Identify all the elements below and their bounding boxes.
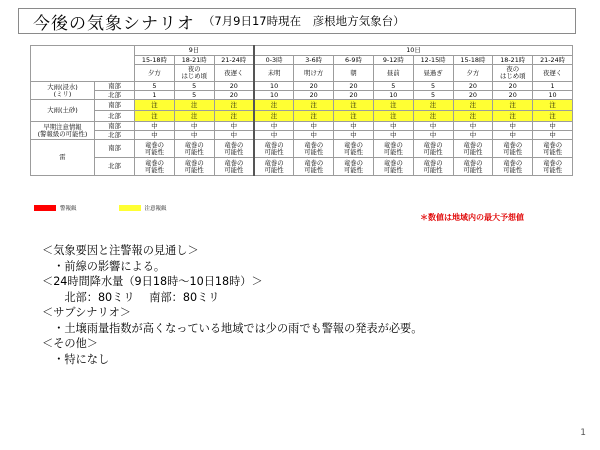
landslide-level-cell: 注 [453,111,493,122]
table-row [31,140,573,158]
early-warning-cell: 中 [174,131,214,140]
time-range-header: 21-24時 [533,56,573,65]
time-label-header: 昼過ぎ [413,65,453,82]
rain-value-cell: 10 [254,82,294,91]
table-row [31,111,573,122]
early-warning-cell: 中 [334,122,374,131]
time-label-header: 夕方 [135,65,175,82]
early-warning-cell: 中 [294,131,334,140]
early-warning-cell: 中 [373,131,413,140]
area-south-label: 南部 [95,140,135,158]
rain-value-cell: 1 [135,91,175,100]
table-row [31,131,573,140]
tornado-possibility-cell: 竜巻の 可能性 [453,140,493,158]
rain-value-cell: 20 [493,82,533,91]
table-row [31,100,573,111]
landslide-level-cell: 注 [174,111,214,122]
scenario-text [42,243,422,367]
early-warning-cell: 中 [453,131,493,140]
time-label-header: 未明 [254,65,294,82]
time-label-header: 夜遅く [533,65,573,82]
early-warning-cell: 中 [214,131,254,140]
landslide-level-cell: 注 [294,111,334,122]
rain-value-cell: 1 [533,82,573,91]
rain-value-cell: 10 [254,91,294,100]
table-row [31,122,573,131]
area-south-label: 南部 [95,122,135,131]
landslide-level-cell: 注 [493,100,533,111]
tornado-possibility-cell: 竜巻の 可能性 [214,140,254,158]
landslide-level-cell: 注 [493,111,533,122]
forecast-table [30,45,573,176]
tornado-possibility-cell: 竜巻の 可能性 [135,158,175,176]
body-line: ＜気象要因と注警報の見通し＞ [42,244,199,257]
early-warning-cell: 中 [413,122,453,131]
early-warning-cell: 中 [493,131,533,140]
tornado-possibility-cell: 竜巻の 可能性 [413,140,453,158]
time-label-header: 夜の はじめ頃 [174,65,214,82]
page-subtitle: （7月9日17時現在 彦根地方気象台） [202,14,405,28]
body-line: ＜サブシナリオ＞ [42,306,131,319]
landslide-level-cell: 注 [214,111,254,122]
time-label-header: 朝 [334,65,374,82]
landslide-level-cell: 注 [294,100,334,111]
time-label-header: 夕方 [453,65,493,82]
rain-value-cell: 5 [373,82,413,91]
legend-warning-label: 警報級 [60,206,77,212]
body-line: ・特になし [42,352,110,366]
rain-value-cell: 20 [294,82,334,91]
area-north-label: 北部 [95,111,135,122]
legend-advisory-swatch [119,205,141,211]
rain-value-cell: 20 [453,82,493,91]
landslide-level-cell: 注 [373,111,413,122]
thunder-label: 雷 [31,140,95,176]
body-line: ＜その他＞ [42,337,98,350]
landslide-level-cell: 注 [453,100,493,111]
tornado-possibility-cell: 竜巻の 可能性 [533,140,573,158]
landslide-level-cell: 注 [373,100,413,111]
landslide-level-cell: 注 [135,111,175,122]
rain-value-cell: 5 [413,82,453,91]
tornado-possibility-cell: 竜巻の 可能性 [493,158,533,176]
tornado-possibility-cell: 竜巻の 可能性 [254,140,294,158]
early-warning-cell: 中 [373,122,413,131]
landslide-level-cell: 注 [413,111,453,122]
tornado-possibility-cell: 竜巻の 可能性 [413,158,453,176]
day-header: 9日 [135,46,254,56]
tornado-possibility-cell: 竜巻の 可能性 [174,158,214,176]
time-range-header: 15-18時 [453,56,493,65]
early-warning-cell: 中 [254,122,294,131]
area-north-label: 北部 [95,91,135,100]
tornado-possibility-cell: 竜巻の 可能性 [254,158,294,176]
time-range-header: 15-18時 [135,56,175,65]
table-row [31,158,573,176]
landslide-level-cell: 注 [254,100,294,111]
time-range-header: 12-15時 [413,56,453,65]
day-header: 10日 [254,46,573,56]
rain-value-cell: 20 [214,91,254,100]
landslide-level-cell: 注 [214,100,254,111]
landslide-level-cell: 注 [334,100,374,111]
rain-value-cell: 5 [413,91,453,100]
landslide-level-cell: 注 [413,100,453,111]
landslide-level-cell: 注 [254,111,294,122]
forecast-table-wrap [30,45,573,176]
page-title: 今後の気象シナリオ [33,13,195,34]
early-warning-cell: 中 [135,131,175,140]
area-south-label: 南部 [95,82,135,91]
tornado-possibility-cell: 竜巻の 可能性 [533,158,573,176]
early-warning-cell: 中 [294,122,334,131]
tornado-possibility-cell: 竜巻の 可能性 [334,158,374,176]
early-warning-cell: 中 [413,131,453,140]
max-value-note: ＊数値は地域内の最大予想値 [420,213,524,222]
area-north-label: 北部 [95,131,135,140]
tornado-possibility-cell: 竜巻の 可能性 [453,158,493,176]
early-warning-cell: 中 [533,131,573,140]
tornado-possibility-cell: 竜巻の 可能性 [174,140,214,158]
landslide-label: 大雨(土砂) [31,100,95,122]
tornado-possibility-cell: 竜巻の 可能性 [493,140,533,158]
tornado-possibility-cell: 竜巻の 可能性 [135,140,175,158]
rain-value-cell: 20 [334,82,374,91]
rain-value-cell: 5 [174,91,214,100]
legend-warning [34,204,77,212]
time-label-header: 夜遅く [214,65,254,82]
rain-value-cell: 20 [334,91,374,100]
early-warning-cell: 中 [493,122,533,131]
early-warning-cell: 中 [174,122,214,131]
legend [34,204,209,212]
rain-value-cell: 20 [214,82,254,91]
early-warning-cell: 中 [533,122,573,131]
landslide-level-cell: 注 [334,111,374,122]
time-label-header: 昼前 [373,65,413,82]
time-range-header: 9-12時 [373,56,413,65]
time-range-header: 21-24時 [214,56,254,65]
body-line: ＜24時間降水量（9日18時～10日18時）＞ [42,275,263,288]
table-row [31,46,573,56]
area-south-label: 南部 [95,100,135,111]
early-warning-cell: 中 [135,122,175,131]
rain-value-cell: 5 [135,82,175,91]
body-line: ・前線の影響による。 [42,259,166,273]
rain-value-cell: 5 [174,82,214,91]
tornado-possibility-cell: 竜巻の 可能性 [373,140,413,158]
rain-value-cell: 20 [493,91,533,100]
time-range-header: 3-6時 [294,56,334,65]
landslide-level-cell: 注 [174,100,214,111]
page-number: 1 [580,428,586,438]
tornado-possibility-cell: 竜巻の 可能性 [334,140,374,158]
time-range-header: 0-3時 [254,56,294,65]
landslide-level-cell: 注 [533,100,573,111]
time-label-header: 明け方 [294,65,334,82]
tornado-possibility-cell: 竜巻の 可能性 [214,158,254,176]
title-box [18,8,576,34]
legend-advisory [119,204,167,212]
rain-label: 大雨(浸水) (ミリ) [31,82,95,100]
rain-value-cell: 10 [373,91,413,100]
tornado-possibility-cell: 竜巻の 可能性 [294,158,334,176]
table-row [31,82,573,91]
body-line: 北部：80ミリ 南部：80ミリ [42,290,220,304]
area-north-label: 北部 [95,158,135,176]
time-label-header: 夜の はじめ頃 [493,65,533,82]
landslide-level-cell: 注 [533,111,573,122]
early-warning-cell: 中 [334,131,374,140]
tornado-possibility-cell: 竜巻の 可能性 [294,140,334,158]
rain-value-cell: 20 [453,91,493,100]
rain-value-cell: 20 [294,91,334,100]
time-range-header: 18-21時 [174,56,214,65]
legend-warning-swatch [34,205,56,211]
header-blank [31,46,135,82]
legend-advisory-label: 注意報級 [144,206,167,212]
time-range-header: 6-9時 [334,56,374,65]
rain-value-cell: 10 [533,91,573,100]
early-warning-cell: 中 [214,122,254,131]
time-range-header: 18-21時 [493,56,533,65]
landslide-level-cell: 注 [135,100,175,111]
table-row [31,91,573,100]
early-warning-cell: 中 [453,122,493,131]
early-label: 早期注意情報 (警報級の可能性) [31,122,95,140]
early-warning-cell: 中 [254,131,294,140]
tornado-possibility-cell: 竜巻の 可能性 [373,158,413,176]
body-line: ・土壌雨量指数が高くなっている地域では少の雨でも警報の発表が必要。 [42,321,423,335]
